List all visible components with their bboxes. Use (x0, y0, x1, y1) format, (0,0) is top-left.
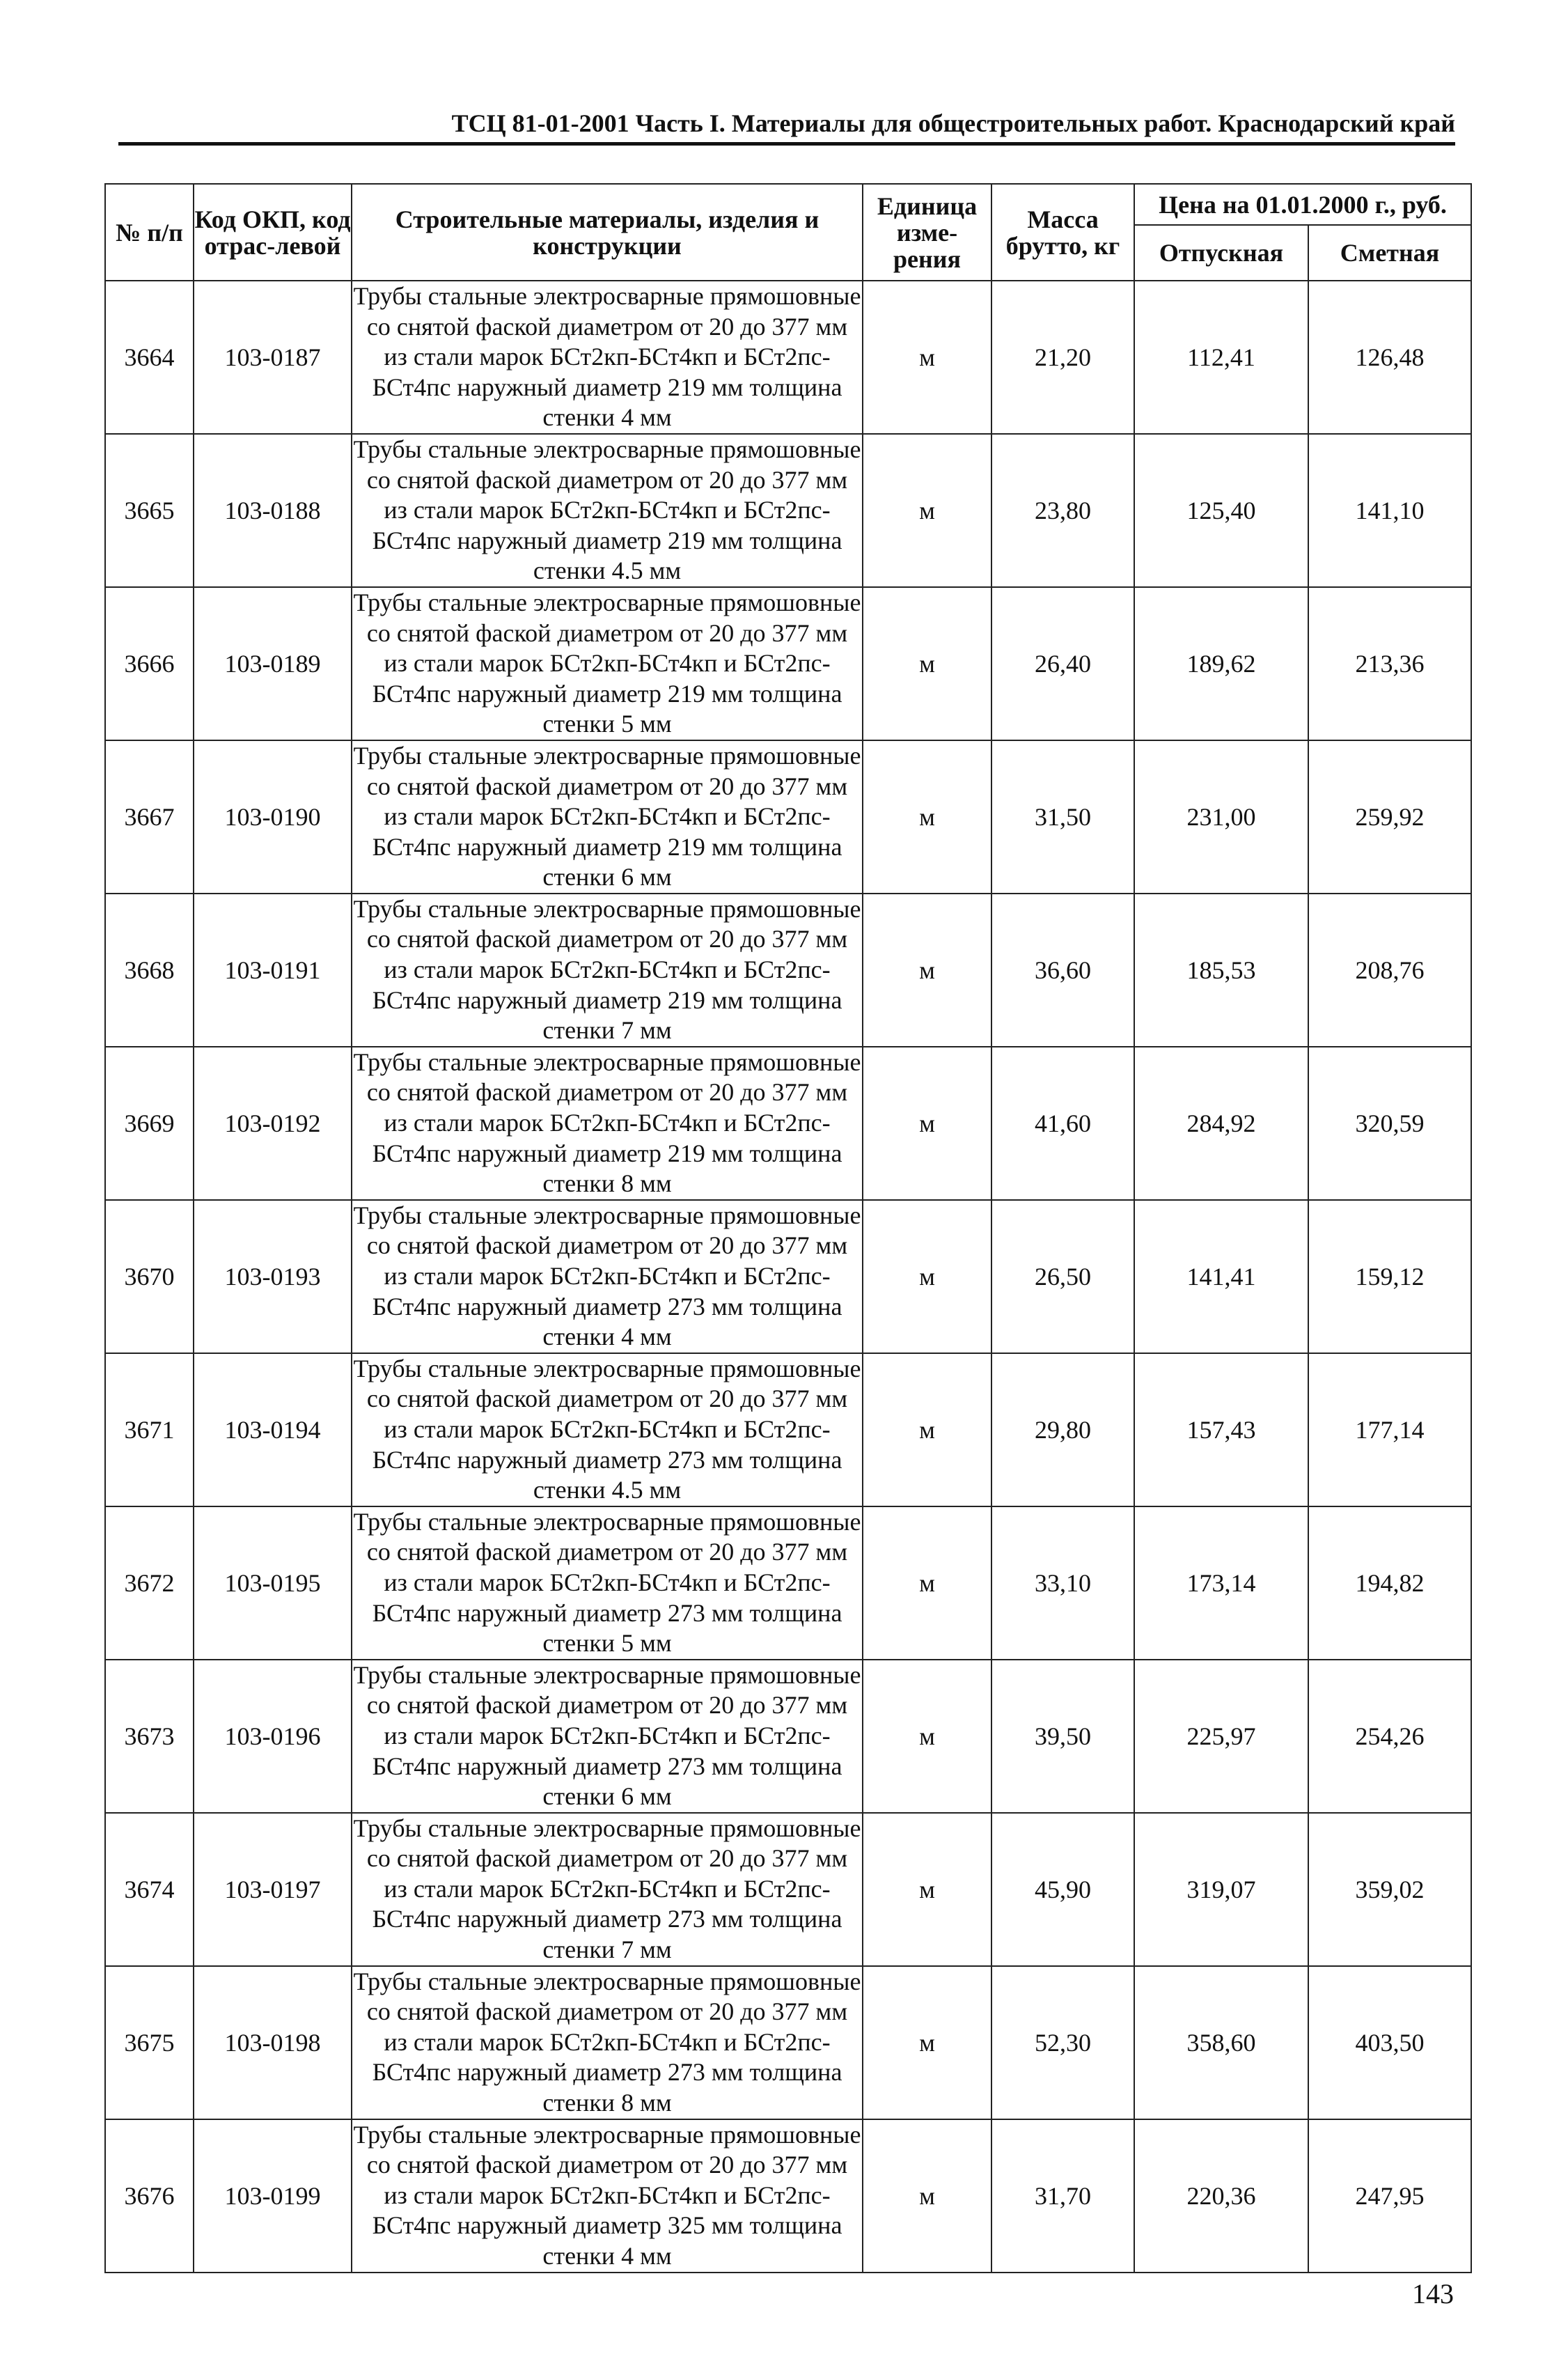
page-number: 143 (1412, 2278, 1454, 2309)
row-number: 3666 (105, 587, 194, 740)
estimate-price: 320,59 (1308, 1047, 1471, 1200)
unit-of-measure: м (863, 1966, 991, 2119)
release-price: 173,14 (1134, 1506, 1308, 1660)
estimate-price: 403,50 (1308, 1966, 1471, 2119)
gross-mass: 21,20 (991, 281, 1134, 434)
release-price: 157,43 (1134, 1353, 1308, 1506)
row-number: 3668 (105, 894, 194, 1047)
header-estimate-price: Сметная (1308, 225, 1471, 281)
unit-of-measure: м (863, 281, 991, 434)
release-price: 220,36 (1134, 2119, 1308, 2273)
material-description: Трубы стальные электросварные прямошовные со снятой фаской диаметром от 20 до 377 мм из стали марок БСт2кп-БСт4кп и БСт2пс-БСт4пс наружный диаметр 219 мм толщина стенки 5 мм (352, 587, 863, 740)
release-price: 284,92 (1134, 1047, 1308, 1200)
release-price: 185,53 (1134, 894, 1308, 1047)
estimate-price: 126,48 (1308, 281, 1471, 434)
row-number: 3676 (105, 2119, 194, 2273)
okp-code: 103-0187 (194, 281, 352, 434)
material-description: Трубы стальные электросварные прямошовные со снятой фаской диаметром от 20 до 377 мм из стали марок БСт2кп-БСт4кп и БСт2пс-БСт4пс наружный диаметр 219 мм толщина стенки 8 мм (352, 1047, 863, 1200)
estimate-price: 259,92 (1308, 740, 1471, 894)
row-number: 3671 (105, 1353, 194, 1506)
release-price: 125,40 (1134, 434, 1308, 587)
gross-mass: 52,30 (991, 1966, 1134, 2119)
okp-code: 103-0189 (194, 587, 352, 740)
table-row (105, 1353, 1471, 1506)
gross-mass: 31,50 (991, 740, 1134, 894)
unit-of-measure: м (863, 1660, 991, 1813)
row-number: 3675 (105, 1966, 194, 2119)
gross-mass: 31,70 (991, 2119, 1134, 2273)
material-description: Трубы стальные электросварные прямошовные со снятой фаской диаметром от 20 до 377 мм из стали марок БСт2кп-БСт4кп и БСт2пс-БСт4пс наружный диаметр 273 мм толщина стенки 4.5 мм (352, 1353, 863, 1506)
material-description: Трубы стальные электросварные прямошовные со снятой фаской диаметром от 20 до 377 мм из стали марок БСт2кп-БСт4кп и БСт2пс-БСт4пс наружный диаметр 273 мм толщина стенки 8 мм (352, 1966, 863, 2119)
row-number: 3670 (105, 1200, 194, 1353)
unit-of-measure: м (863, 1200, 991, 1353)
estimate-price: 177,14 (1308, 1353, 1471, 1506)
header-okp-code: Код ОКП, код отрас-левой (194, 184, 352, 281)
okp-code: 103-0199 (194, 2119, 352, 2273)
okp-code: 103-0190 (194, 740, 352, 894)
unit-of-measure: м (863, 894, 991, 1047)
row-number: 3665 (105, 434, 194, 587)
table-row (105, 587, 1471, 740)
okp-code: 103-0196 (194, 1660, 352, 1813)
header-materials: Строительные материалы, изделия и конструкции (352, 184, 863, 281)
row-number: 3673 (105, 1660, 194, 1813)
gross-mass: 41,60 (991, 1047, 1134, 1200)
release-price: 225,97 (1134, 1660, 1308, 1813)
estimate-price: 208,76 (1308, 894, 1471, 1047)
gross-mass: 39,50 (991, 1660, 1134, 1813)
material-description: Трубы стальные электросварные прямошовные со снятой фаской диаметром от 20 до 377 мм из стали марок БСт2кп-БСт4кп и БСт2пс-БСт4пс наружный диаметр 273 мм толщина стенки 5 мм (352, 1506, 863, 1660)
okp-code: 103-0197 (194, 1813, 352, 1966)
gross-mass: 29,80 (991, 1353, 1134, 1506)
table-row (105, 1660, 1471, 1813)
gross-mass: 33,10 (991, 1506, 1134, 1660)
estimate-price: 159,12 (1308, 1200, 1471, 1353)
okp-code: 103-0191 (194, 894, 352, 1047)
table-row (105, 1966, 1471, 2119)
row-number: 3667 (105, 740, 194, 894)
material-description: Трубы стальные электросварные прямошовные со снятой фаской диаметром от 20 до 377 мм из стали марок БСт2кп-БСт4кп и БСт2пс-БСт4пс наружный диаметр 219 мм толщина стенки 6 мм (352, 740, 863, 894)
release-price: 141,41 (1134, 1200, 1308, 1353)
release-price: 319,07 (1134, 1813, 1308, 1966)
material-description: Трубы стальные электросварные прямошовные со снятой фаской диаметром от 20 до 377 мм из стали марок БСт2кп-БСт4кп и БСт2пс-БСт4пс наружный диаметр 219 мм толщина стенки 7 мм (352, 894, 863, 1047)
okp-code: 103-0195 (194, 1506, 352, 1660)
table-row (105, 281, 1471, 434)
header-unit: Единица изме-рения (863, 184, 991, 281)
okp-code: 103-0198 (194, 1966, 352, 2119)
material-description: Трубы стальные электросварные прямошовные со снятой фаской диаметром от 20 до 377 мм из стали марок БСт2кп-БСт4кп и БСт2пс-БСт4пс наружный диаметр 325 мм толщина стенки 4 мм (352, 2119, 863, 2273)
table-row (105, 434, 1471, 587)
table-row (105, 1047, 1471, 1200)
unit-of-measure: м (863, 434, 991, 587)
header-price-group: Цена на 01.01.2000 г., руб. (1134, 184, 1471, 225)
gross-mass: 36,60 (991, 894, 1134, 1047)
estimate-price: 254,26 (1308, 1660, 1471, 1813)
estimate-price: 194,82 (1308, 1506, 1471, 1660)
material-description: Трубы стальные электросварные прямошовные со снятой фаской диаметром от 20 до 377 мм из стали марок БСт2кп-БСт4кп и БСт2пс-БСт4пс наружный диаметр 273 мм толщина стенки 4 мм (352, 1200, 863, 1353)
table-body (105, 281, 1471, 2273)
header-title: ТСЦ 81-01-2001 Часть I. Материалы для общестроительных работ. Краснодарский край (451, 109, 1455, 137)
estimate-price: 359,02 (1308, 1813, 1471, 1966)
table-row (105, 1506, 1471, 1660)
material-description: Трубы стальные электросварные прямошовные со снятой фаской диаметром от 20 до 377 мм из стали марок БСт2кп-БСт4кп и БСт2пс-БСт4пс наружный диаметр 219 мм толщина стенки 4 мм (352, 281, 863, 434)
release-price: 112,41 (1134, 281, 1308, 434)
okp-code: 103-0194 (194, 1353, 352, 1506)
gross-mass: 23,80 (991, 434, 1134, 587)
materials-table (104, 183, 1472, 2273)
estimate-price: 141,10 (1308, 434, 1471, 587)
row-number: 3669 (105, 1047, 194, 1200)
table-row (105, 2119, 1471, 2273)
table-row (105, 1200, 1471, 1353)
release-price: 189,62 (1134, 587, 1308, 740)
gross-mass: 26,50 (991, 1200, 1134, 1353)
unit-of-measure: м (863, 1506, 991, 1660)
okp-code: 103-0188 (194, 434, 352, 587)
gross-mass: 26,40 (991, 587, 1134, 740)
header-release-price: Отпускная (1134, 225, 1308, 281)
material-description: Трубы стальные электросварные прямошовные со снятой фаской диаметром от 20 до 377 мм из стали марок БСт2кп-БСт4кп и БСт2пс-БСт4пс наружный диаметр 219 мм толщина стенки 4.5 мм (352, 434, 863, 587)
row-number: 3664 (105, 281, 194, 434)
release-price: 358,60 (1134, 1966, 1308, 2119)
estimate-price: 247,95 (1308, 2119, 1471, 2273)
unit-of-measure: м (863, 740, 991, 894)
table-row (105, 740, 1471, 894)
unit-of-measure: м (863, 1353, 991, 1506)
table-row (105, 1813, 1471, 1966)
okp-code: 103-0193 (194, 1200, 352, 1353)
okp-code: 103-0192 (194, 1047, 352, 1200)
material-description: Трубы стальные электросварные прямошовные со снятой фаской диаметром от 20 до 377 мм из стали марок БСт2кп-БСт4кп и БСт2пс-БСт4пс наружный диаметр 273 мм толщина стенки 6 мм (352, 1660, 863, 1813)
row-number: 3674 (105, 1813, 194, 1966)
gross-mass: 45,90 (991, 1813, 1134, 1966)
page-header (118, 103, 1455, 146)
release-price: 231,00 (1134, 740, 1308, 894)
unit-of-measure: м (863, 1813, 991, 1966)
estimate-price: 213,36 (1308, 587, 1471, 740)
row-number: 3672 (105, 1506, 194, 1660)
unit-of-measure: м (863, 2119, 991, 2273)
unit-of-measure: м (863, 587, 991, 740)
header-num: № п/п (105, 184, 194, 281)
unit-of-measure: м (863, 1047, 991, 1200)
material-description: Трубы стальные электросварные прямошовные со снятой фаской диаметром от 20 до 377 мм из стали марок БСт2кп-БСт4кп и БСт2пс-БСт4пс наружный диаметр 273 мм толщина стенки 7 мм (352, 1813, 863, 1966)
table-row (105, 894, 1471, 1047)
header-mass: Масса брутто, кг (991, 184, 1134, 281)
